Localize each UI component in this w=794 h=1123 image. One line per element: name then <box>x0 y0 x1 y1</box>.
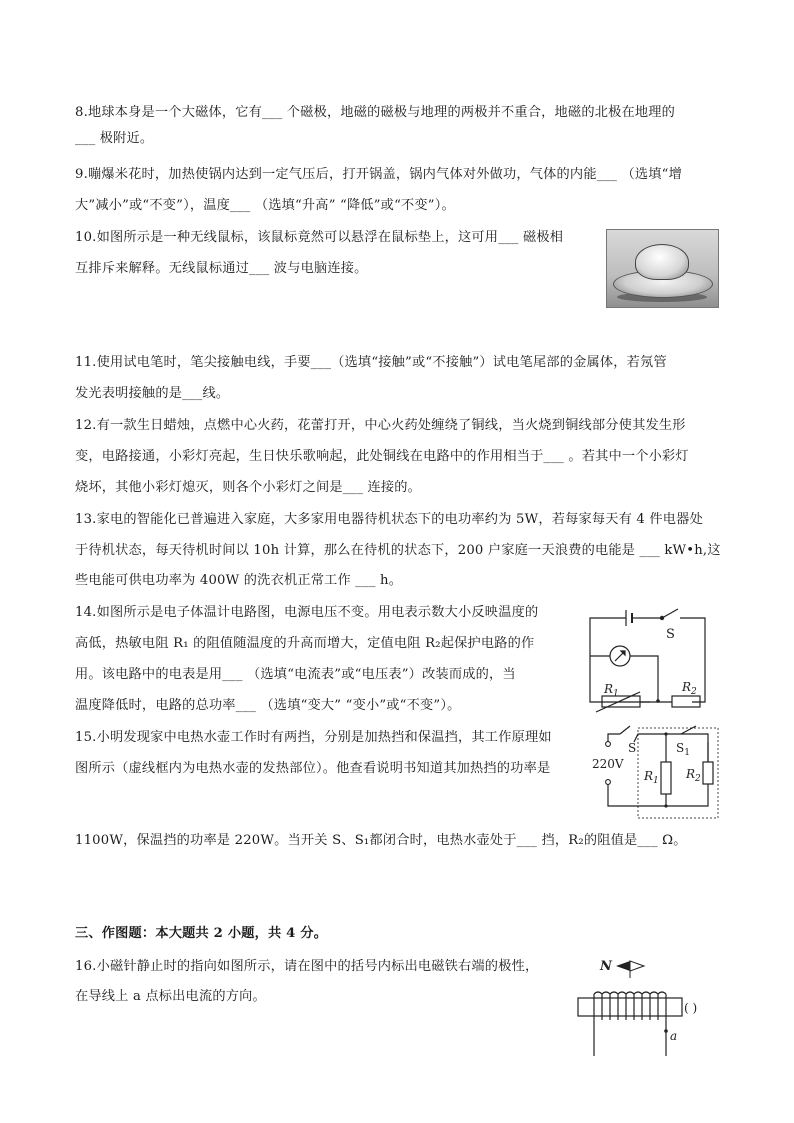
point-a-marker <box>664 1029 668 1033</box>
q12-line-3: 烧坏，其他小彩灯熄灭，则各个小彩灯之间是___ 连接的。 <box>75 480 422 495</box>
q14-line-1: 14.如图所示是电子体温计电路图，电源电压不变。用电表示数大小反映温度的 <box>75 605 539 620</box>
q15-switch-s-label: S <box>628 741 637 755</box>
q12-line-2: 变，电路接通，小彩灯亮起，生日快乐歌响起，此处铜线在电路中的作用相当于___ 。若其中一个小彩灯 <box>75 449 689 464</box>
q13-line-1: 13.家电的智能化已普遍进入家庭，大多家用电器待机状态下的电功率约为 5W，若每家每天有 4 件电器处 <box>75 512 703 527</box>
q14-r1-label: $R_1$ <box>604 682 619 699</box>
q16-electromagnet-figure <box>570 952 725 1060</box>
q11-line-2: 发光表明接触的是___线。 <box>75 386 230 401</box>
wireless-mouse-photo <box>606 229 719 308</box>
lead-wires <box>594 1020 666 1056</box>
needle-n-label: N <box>600 959 612 974</box>
q15-line-2: 图所示（虚线框内为电热水壶的发热部位）。他查看说明书知道其加热挡的功率是 <box>75 761 551 776</box>
q15-r1-label: $R_1$ <box>644 769 659 786</box>
q8-line-1: 8.地球本身是一个大磁体，它有___ 个磁极，地磁的磁极与地理的两极并不重合，地磁的北极在地理的 <box>75 105 676 120</box>
compass-needle-north <box>616 961 630 971</box>
q15-line-1: 15.小明发现家中电热水壶工作时有两挡，分别是加热挡和保温挡，其工作原理如 <box>75 730 552 745</box>
switch-blade <box>662 609 678 618</box>
q9-line-1: 9.嘣爆米花时，加热使锅内达到一定气压后，打开锅盖，锅内气体对外做功，气体的内能___ （选填“增 <box>75 167 682 182</box>
q15-voltage-label: 220V <box>592 757 624 771</box>
q10-line-2: 互排斥来解释。无线鼠标通过___ 波与电脑连接。 <box>75 261 368 276</box>
q13-line-3: 些电能可供电功率为 400W 的洗衣机正常工作 ___ h。 <box>75 573 403 588</box>
q14-line-3: 用。该电路中的电表是用___ （选填“电流表”或“电压表”）改装而成的，当 <box>75 667 516 682</box>
polarity-bracket: ( ) <box>684 1001 698 1015</box>
r1-element <box>661 762 671 794</box>
q13-line-2: 于待机状态，每天待机时间以 10h 计算，那么在待机的状态下，200 户家庭一天浪费的电能是 ___ kW•h,这 <box>75 543 721 558</box>
q10-line-1: 10.如图所示是一种无线鼠标，该鼠标竟然可以悬浮在鼠标垫上，这可用___ 磁极相 <box>75 230 564 245</box>
q15-line-3: 1100W，保温挡的功率是 220W。当开关 S、S₁都闭合时，电热水壶处于___ 挡，R₂的阻值是___ Ω。 <box>75 833 687 848</box>
q12-line-1: 12.有一款生日蜡烛，点燃中心火药，花蕾打开，中心火药处缠绕了铜线，当火烧到铜线部分使其发生形 <box>75 418 686 433</box>
switch-s-blade <box>620 726 630 734</box>
switch-s1-blade <box>681 726 696 734</box>
compass-needle-south <box>630 961 644 971</box>
q14-line-2: 高低，热敏电阻 R₁ 的阻值随温度的升高而增大，定值电阻 R₂起保护电路的作 <box>75 636 535 651</box>
point-a-label: a <box>670 1029 678 1043</box>
q14-switch-label: S <box>666 627 675 642</box>
q14-thermometer-circuit <box>580 600 720 720</box>
q15-r2-label: $R_2$ <box>686 767 701 784</box>
q11-line-1: 11.使用试电笔时，笔尖接触电线，手要___（选填“接触”或“不接触”）试电笔尾部的金属体，若氖管 <box>75 355 667 370</box>
q9-line-2: 大”减小”或“不变”），温度___ （选填“升高” “降低”或“不变”）。 <box>75 198 455 213</box>
q16-line-2: 在导线上 a 点标出电流的方向。 <box>75 989 266 1004</box>
q15-kettle-circuit <box>586 722 721 822</box>
q14-line-4: 温度降低时，电路的总功率___ （选填“变大” “变小”或“不变”）。 <box>75 698 461 713</box>
q8-line-2: ___ 极附近。 <box>75 131 154 146</box>
q15-switch-s1-label: $S_1$ <box>676 741 690 758</box>
section-3-title: 三、作图题：本大题共 2 小题，共 4 分。 <box>75 926 328 941</box>
r2-element <box>703 762 713 784</box>
q16-line-1: 16.小磁针静止时的指向如图所示，请在图中的括号内标出电磁铁右端的极性， <box>75 959 539 974</box>
q14-r2-label: $R_2$ <box>682 680 697 697</box>
